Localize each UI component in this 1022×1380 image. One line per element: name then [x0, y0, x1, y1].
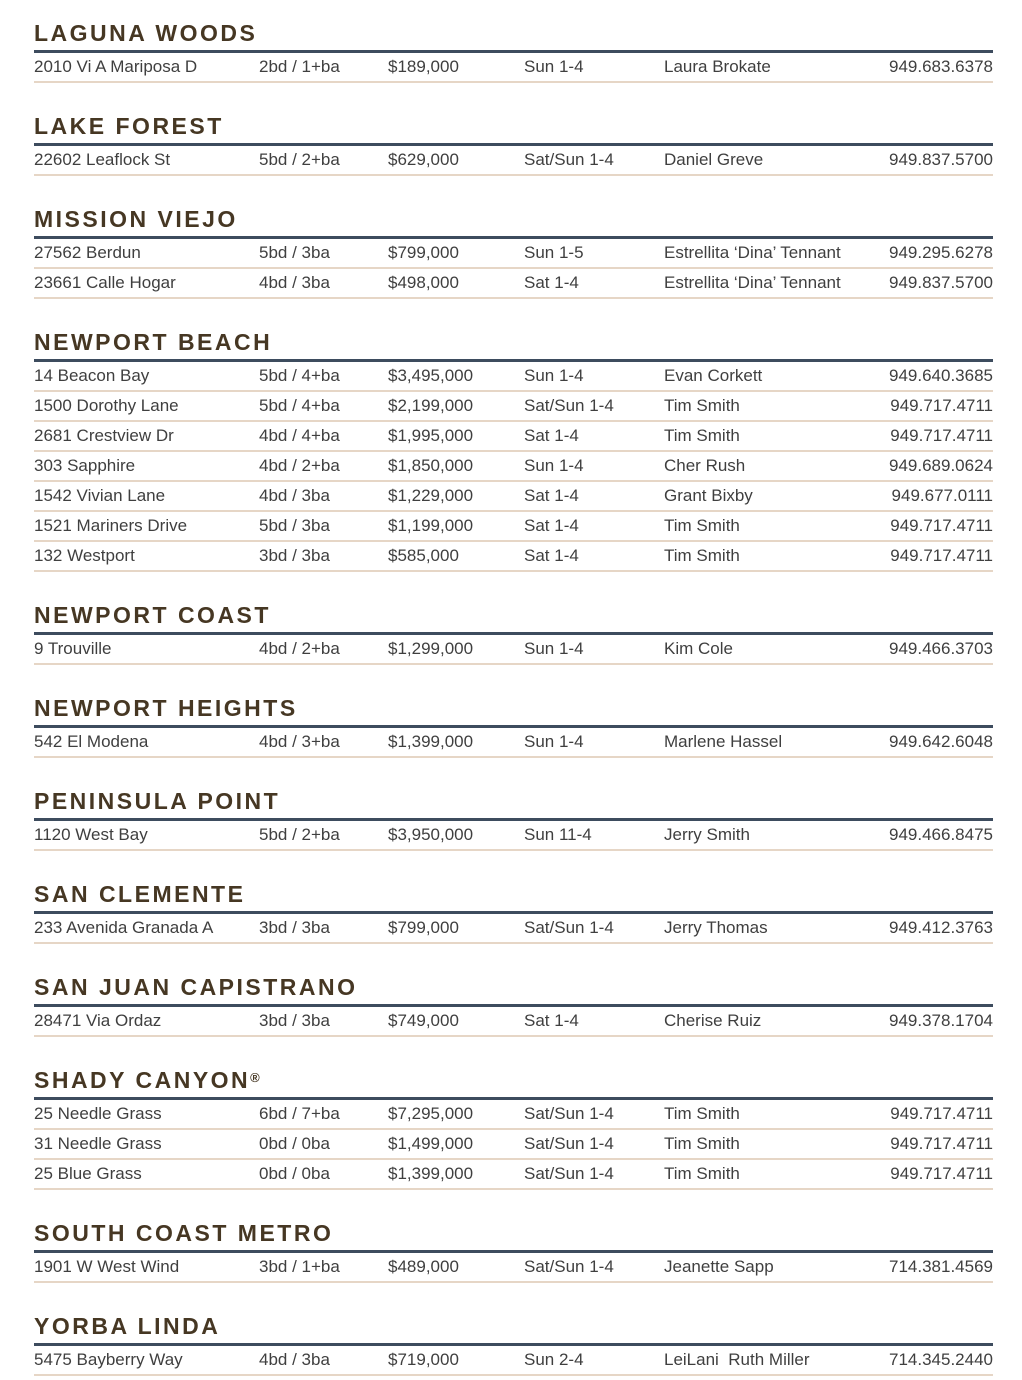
city-section	[34, 1218, 993, 1283]
price-cell: $585,000	[388, 546, 459, 565]
address-cell: 22602 Leaflock St	[34, 150, 171, 169]
price-cell: $799,000	[388, 243, 459, 262]
bed-bath-cell: 4bd / 4+ba	[259, 426, 340, 445]
open-house-time-cell: Sat/Sun 1-4	[524, 1104, 614, 1123]
listing-row	[34, 1160, 993, 1190]
bed-bath-cell: 4bd / 3ba	[259, 486, 330, 505]
address-cell: 9 Trouville	[34, 639, 112, 658]
address-cell: 1500 Dorothy Lane	[34, 396, 179, 415]
price-cell: $629,000	[388, 150, 459, 169]
price-cell: $3,495,000	[388, 366, 474, 385]
address-cell: 25 Blue Grass	[34, 1164, 142, 1183]
listing-row	[34, 269, 993, 299]
agent-name-cell: Tim Smith	[664, 516, 740, 535]
listing-row	[34, 422, 993, 452]
open-house-time-cell: Sun 2-4	[524, 1350, 584, 1369]
phone-number-cell: 949.466.8475	[889, 825, 993, 844]
address-cell: 2681 Crestview Dr	[34, 426, 174, 445]
city-name: NEWPORT BEACH	[34, 329, 273, 355]
bed-bath-cell: 3bd / 3ba	[259, 1011, 330, 1030]
bed-bath-cell: 0bd / 0ba	[259, 1164, 330, 1183]
city-section	[34, 786, 993, 851]
open-house-time-cell: Sat 1-4	[524, 516, 579, 535]
agent-name-cell: Daniel Greve	[664, 150, 764, 169]
address-cell: 28471 Via Ordaz	[34, 1011, 162, 1030]
agent-name-cell: Jerry Smith	[664, 825, 750, 844]
listing-rows	[34, 53, 993, 83]
bed-bath-cell: 5bd / 3ba	[259, 516, 330, 535]
phone-number-cell: 949.378.1704	[889, 1011, 993, 1030]
agent-name-cell: Tim Smith	[664, 1134, 740, 1153]
listing-row	[34, 728, 993, 758]
price-cell: $1,850,000	[388, 456, 474, 475]
city-section-title	[34, 786, 993, 821]
price-cell: $1,299,000	[388, 639, 474, 658]
listing-row	[34, 542, 993, 572]
listing-rows	[34, 728, 993, 758]
city-section-title	[34, 600, 993, 635]
open-house-time-cell: Sat/Sun 1-4	[524, 396, 614, 415]
price-cell: $7,295,000	[388, 1104, 474, 1123]
listing-rows	[34, 1100, 993, 1190]
phone-number-cell: 949.717.4711	[890, 1164, 993, 1183]
phone-number-cell: 949.640.3685	[889, 366, 993, 385]
agent-name-cell: LeiLani Ruth Miller	[664, 1350, 810, 1369]
phone-number-cell: 949.717.4711	[890, 516, 993, 535]
address-cell: 1120 West Bay	[34, 825, 148, 844]
address-cell: 233 Avenida Granada A	[34, 918, 214, 937]
phone-number-cell: 714.345.2440	[889, 1350, 993, 1369]
agent-name-cell: Marlene Hassel	[664, 732, 783, 751]
bed-bath-cell: 5bd / 2+ba	[259, 150, 340, 169]
address-cell: 1901 W West Wind	[34, 1257, 180, 1276]
price-cell: $489,000	[388, 1257, 459, 1276]
listing-row	[34, 146, 993, 176]
bed-bath-cell: 4bd / 3ba	[259, 1350, 330, 1369]
city-section	[34, 1065, 993, 1190]
city-section-title	[34, 972, 993, 1007]
listing-row	[34, 53, 993, 83]
bed-bath-cell: 5bd / 2+ba	[259, 825, 340, 844]
listing-row	[34, 1346, 993, 1376]
agent-name-cell: Estrellita ‘Dina’ Tennant	[664, 243, 841, 262]
agent-name-cell: Jeanette Sapp	[664, 1257, 774, 1276]
price-cell: $1,399,000	[388, 732, 474, 751]
city-section-title	[34, 879, 993, 914]
city-section	[34, 204, 993, 299]
open-house-time-cell: Sat 1-4	[524, 486, 579, 505]
open-house-time-cell: Sun 1-4	[524, 456, 584, 475]
price-cell: $498,000	[388, 273, 459, 292]
address-cell: 14 Beacon Bay	[34, 366, 150, 385]
listing-row	[34, 392, 993, 422]
city-section-title	[34, 1218, 993, 1253]
price-cell: $189,000	[388, 57, 459, 76]
city-section	[34, 879, 993, 944]
city-name: PENINSULA POINT	[34, 788, 281, 814]
city-section	[34, 327, 993, 572]
bed-bath-cell: 2bd / 1+ba	[259, 57, 340, 76]
agent-name-cell: Grant Bixby	[664, 486, 753, 505]
price-cell: $2,199,000	[388, 396, 474, 415]
agent-name-cell: Cher Rush	[664, 456, 746, 475]
city-name: SHADY CANYON	[34, 1067, 251, 1093]
bed-bath-cell: 4bd / 3+ba	[259, 732, 340, 751]
listing-rows	[34, 362, 993, 572]
phone-number-cell: 949.683.6378	[889, 57, 993, 76]
city-name: SOUTH COAST METRO	[34, 1220, 334, 1246]
city-section-title	[34, 204, 993, 239]
address-cell: 2010 Vi A Mariposa D	[34, 57, 198, 76]
agent-name-cell: Tim Smith	[664, 426, 740, 445]
agent-name-cell: Tim Smith	[664, 1164, 740, 1183]
city-name: NEWPORT COAST	[34, 602, 271, 628]
price-cell: $3,950,000	[388, 825, 474, 844]
open-house-time-cell: Sat/Sun 1-4	[524, 918, 614, 937]
listing-rows	[34, 1007, 993, 1037]
open-house-time-cell: Sun 1-4	[524, 732, 584, 751]
phone-number-cell: 949.717.4711	[890, 426, 993, 445]
open-house-time-cell: Sat 1-4	[524, 426, 579, 445]
phone-number-cell: 949.295.6278	[889, 243, 993, 262]
listing-rows	[34, 239, 993, 299]
open-house-time-cell: Sun 1-5	[524, 243, 584, 262]
phone-number-cell: 714.381.4569	[889, 1257, 993, 1276]
address-cell: 1542 Vivian Lane	[34, 486, 166, 505]
phone-number-cell: 949.717.4711	[890, 546, 993, 565]
bed-bath-cell: 3bd / 3ba	[259, 918, 330, 937]
agent-name-cell: Kim Cole	[664, 639, 733, 658]
open-house-time-cell: Sun 11-4	[524, 825, 592, 844]
city-section-title	[34, 1065, 993, 1100]
phone-number-cell: 949.689.0624	[889, 456, 993, 475]
listing-row	[34, 1130, 993, 1160]
city-section-title	[34, 111, 993, 146]
open-house-time-cell: Sun 1-4	[524, 366, 584, 385]
phone-number-cell: 949.837.5700	[889, 273, 993, 292]
city-section-title	[34, 18, 993, 53]
bed-bath-cell: 4bd / 2+ba	[259, 456, 340, 475]
address-cell: 132 Westport	[34, 546, 135, 565]
bed-bath-cell: 3bd / 3ba	[259, 546, 330, 565]
price-cell: $719,000	[388, 1350, 459, 1369]
address-cell: 303 Sapphire	[34, 456, 136, 475]
price-cell: $1,229,000	[388, 486, 474, 505]
agent-name-cell: Jerry Thomas	[664, 918, 768, 937]
bed-bath-cell: 4bd / 3ba	[259, 273, 330, 292]
city-section	[34, 18, 993, 83]
price-cell: $749,000	[388, 1011, 459, 1030]
phone-number-cell: 949.717.4711	[890, 396, 993, 415]
address-cell: 1521 Mariners Drive	[34, 516, 188, 535]
city-name: NEWPORT HEIGHTS	[34, 695, 298, 721]
city-name: SAN JUAN CAPISTRANO	[34, 974, 358, 1000]
listing-row	[34, 239, 993, 269]
open-house-time-cell: Sat/Sun 1-4	[524, 1134, 614, 1153]
bed-bath-cell: 6bd / 7+ba	[259, 1104, 340, 1123]
city-name: LAGUNA WOODS	[34, 20, 258, 46]
listing-rows	[34, 1346, 993, 1376]
phone-number-cell: 949.717.4711	[890, 1104, 993, 1123]
bed-bath-cell: 5bd / 3ba	[259, 243, 330, 262]
listing-rows	[34, 821, 993, 851]
city-section	[34, 600, 993, 665]
phone-number-cell: 949.837.5700	[889, 150, 993, 169]
address-cell: 27562 Berdun	[34, 243, 141, 262]
address-cell: 23661 Calle Hogar	[34, 273, 176, 292]
listing-rows	[34, 1253, 993, 1283]
city-name: LAKE FOREST	[34, 113, 224, 139]
city-section	[34, 111, 993, 176]
open-house-time-cell: Sun 1-4	[524, 57, 584, 76]
bed-bath-cell: 4bd / 2+ba	[259, 639, 340, 658]
city-section	[34, 1311, 993, 1376]
agent-name-cell: Cherise Ruiz	[664, 1011, 762, 1030]
phone-number-cell: 949.717.4711	[890, 1134, 993, 1153]
listing-row	[34, 1007, 993, 1037]
open-house-time-cell: Sun 1-4	[524, 639, 584, 658]
city-section-title	[34, 327, 993, 362]
open-house-time-cell: Sat 1-4	[524, 273, 579, 292]
listing-row	[34, 452, 993, 482]
address-cell: 25 Needle Grass	[34, 1104, 162, 1123]
listing-row	[34, 362, 993, 392]
open-house-time-cell: Sat 1-4	[524, 1011, 579, 1030]
listing-row	[34, 512, 993, 542]
city-section-title	[34, 693, 993, 728]
city-name: SAN CLEMENTE	[34, 881, 246, 907]
phone-number-cell: 949.466.3703	[889, 639, 993, 658]
agent-name-cell: Laura Brokate	[664, 57, 771, 76]
address-cell: 542 El Modena	[34, 732, 149, 751]
agent-name-cell: Tim Smith	[664, 396, 740, 415]
city-section	[34, 693, 993, 758]
bed-bath-cell: 5bd / 4+ba	[259, 396, 340, 415]
agent-name-cell: Evan Corkett	[664, 366, 763, 385]
price-cell: $1,499,000	[388, 1134, 474, 1153]
bed-bath-cell: 5bd / 4+ba	[259, 366, 340, 385]
phone-number-cell: 949.412.3763	[889, 918, 993, 937]
listing-rows	[34, 635, 993, 665]
listing-row	[34, 1253, 993, 1283]
city-name: YORBA LINDA	[34, 1313, 221, 1339]
bed-bath-cell: 3bd / 1+ba	[259, 1257, 340, 1276]
open-house-time-cell: Sat/Sun 1-4	[524, 1164, 614, 1183]
listing-row	[34, 914, 993, 944]
agent-name-cell: Tim Smith	[664, 1104, 740, 1123]
address-cell: 5475 Bayberry Way	[34, 1350, 183, 1369]
city-name: MISSION VIEJO	[34, 206, 238, 232]
listing-rows	[34, 146, 993, 176]
agent-name-cell: Estrellita ‘Dina’ Tennant	[664, 273, 841, 292]
listing-row	[34, 482, 993, 512]
address-cell: 31 Needle Grass	[34, 1134, 162, 1153]
price-cell: $1,399,000	[388, 1164, 474, 1183]
phone-number-cell: 949.642.6048	[889, 732, 993, 751]
registered-trademark-symbol: ®	[250, 1070, 260, 1085]
open-house-time-cell: Sat 1-4	[524, 546, 579, 565]
listing-row	[34, 635, 993, 665]
city-section-title	[34, 1311, 993, 1346]
open-house-time-cell: Sat/Sun 1-4	[524, 1257, 614, 1276]
open-house-time-cell: Sat/Sun 1-4	[524, 150, 614, 169]
listing-row	[34, 1100, 993, 1130]
phone-number-cell: 949.677.0111	[891, 486, 993, 505]
bed-bath-cell: 0bd / 0ba	[259, 1134, 330, 1153]
price-cell: $1,995,000	[388, 426, 474, 445]
listing-row	[34, 821, 993, 851]
city-section	[34, 972, 993, 1037]
listing-rows	[34, 914, 993, 944]
price-cell: $1,199,000	[388, 516, 474, 535]
price-cell: $799,000	[388, 918, 459, 937]
agent-name-cell: Tim Smith	[664, 546, 740, 565]
